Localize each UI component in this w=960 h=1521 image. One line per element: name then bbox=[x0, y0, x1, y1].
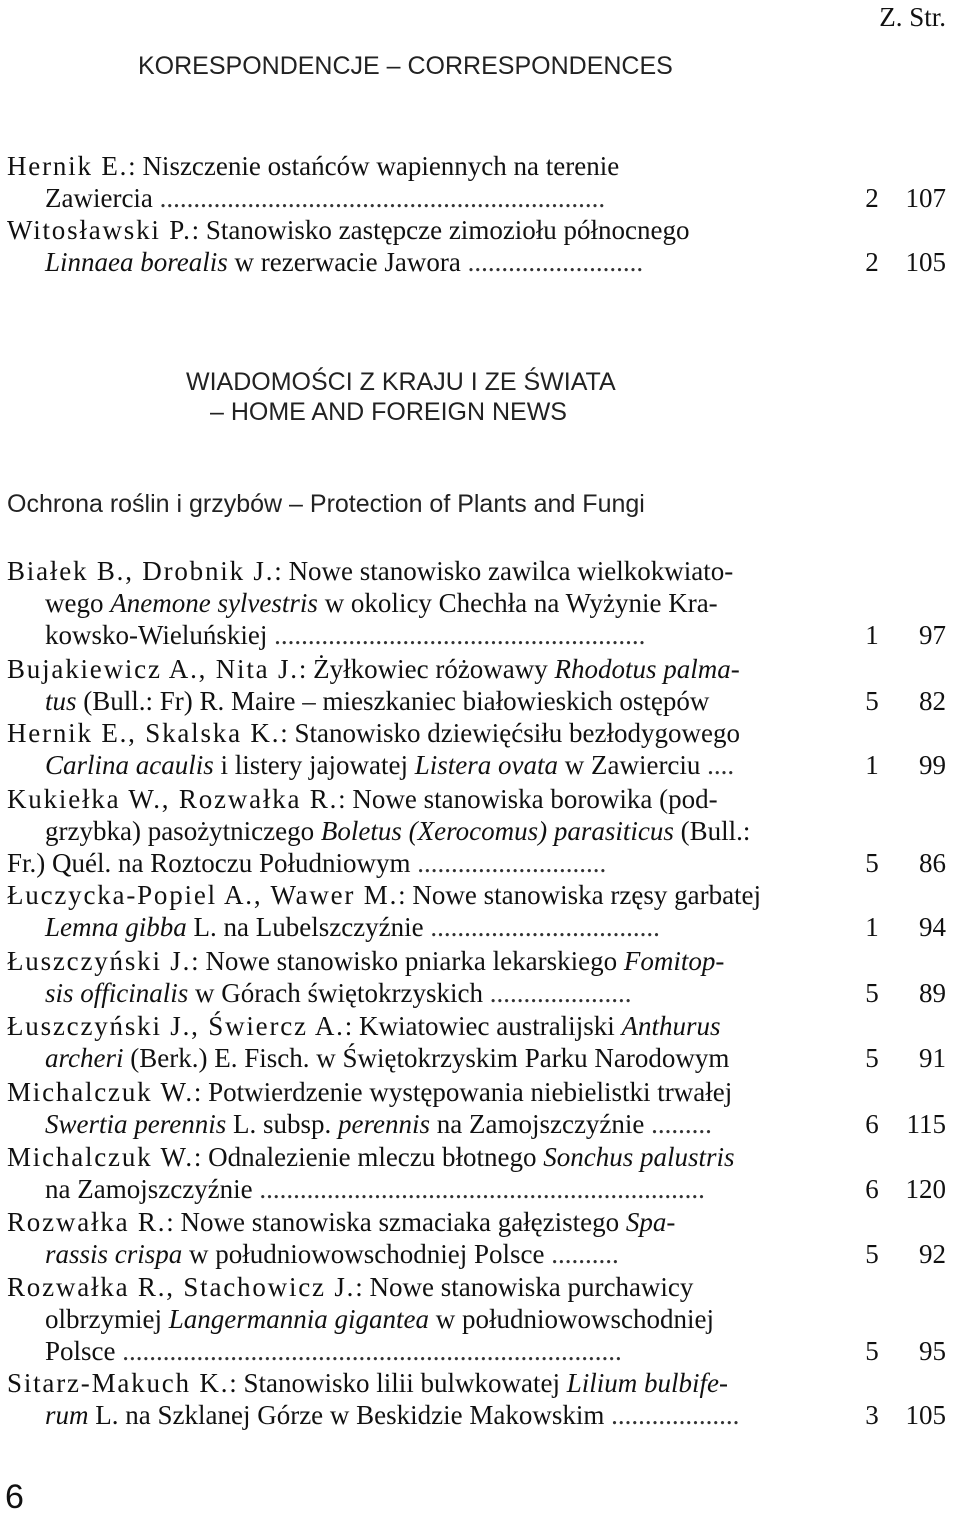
entry-title-cont: na Zamojszczyźnie bbox=[45, 1174, 253, 1204]
entry-species: Anthurus bbox=[621, 1011, 721, 1041]
entry-species: Rhodotus palma- bbox=[554, 654, 740, 684]
entry-title-cont: L. na Szklanej Górze w Beskidzie Makowskim bbox=[95, 1400, 605, 1430]
entry-title-cont: w Zawierciu bbox=[564, 750, 701, 780]
entry-issue: 2 bbox=[865, 183, 879, 213]
entry-species: archeri bbox=[45, 1043, 124, 1073]
entry-title-cont: w Górach świętokrzyskich bbox=[195, 978, 483, 1008]
entry-page: 82 bbox=[919, 686, 946, 716]
entry-page: 92 bbox=[919, 1239, 946, 1269]
entry-issue: 5 bbox=[865, 686, 879, 716]
entry-title: Stanowisko lilii bulwkowatej bbox=[243, 1368, 561, 1398]
entry-page: 99 bbox=[919, 750, 946, 780]
entry-author: Michalczuk W. bbox=[7, 1077, 194, 1107]
entry-species: Fomitop- bbox=[623, 946, 725, 976]
entry-title: Nowe stanowiska purchawicy bbox=[369, 1272, 694, 1302]
entry-page: 107 bbox=[905, 183, 946, 213]
entry-title: Niszczenie ostańców wapiennych na terenie bbox=[142, 151, 620, 181]
entry-title: Żyłkowiec różowawy bbox=[313, 654, 548, 684]
entry-author: Sitarz-Makuch K. bbox=[7, 1368, 230, 1398]
section-title-news-1: WIADOMOŚCI Z KRAJU I ZE ŚWIATA bbox=[186, 368, 616, 396]
entry-species: Lilium bulbife- bbox=[566, 1368, 729, 1398]
entry-issue: 1 bbox=[865, 750, 879, 780]
entry-author: Bujakiewicz A., Nita J. bbox=[7, 654, 299, 684]
entry-author: Łuszczyński J., Świercz A. bbox=[7, 1011, 345, 1041]
entry-species: tus bbox=[45, 686, 77, 716]
entry-species: rassis crispa bbox=[45, 1239, 183, 1269]
entry-title: Nowe stanowisko zawilca wielkokwiato- bbox=[288, 556, 734, 586]
entry-title: Nowe stanowiska borowika (pod- bbox=[352, 784, 718, 814]
entry-page: 115 bbox=[906, 1109, 946, 1139]
entry-issue: 5 bbox=[865, 978, 879, 1008]
entry-page: 91 bbox=[919, 1043, 946, 1073]
entry-species: Swertia perennis bbox=[45, 1109, 227, 1139]
entry-species: perennis bbox=[338, 1109, 430, 1139]
entry-title-cont: w okolicy Chechła na Wyżynie Kra- bbox=[324, 588, 718, 618]
column-header-issue-page: Z. Str. bbox=[879, 2, 946, 32]
entry-title-cont: w południowowschodniej Polsce bbox=[189, 1239, 545, 1269]
entry-species: Listera ovata bbox=[414, 750, 558, 780]
entry-issue: 5 bbox=[865, 1239, 879, 1269]
entry-species: Lemna gibba bbox=[45, 912, 187, 942]
entry-title: Nowe stanowiska rzęsy garbatej bbox=[412, 880, 762, 910]
entry-author: Łuszczyński J. bbox=[7, 946, 192, 976]
entry-issue: 2 bbox=[865, 247, 879, 277]
entry-issue: 1 bbox=[865, 620, 879, 650]
entry-species: rum bbox=[45, 1400, 89, 1430]
entry-author: Hernik E. bbox=[7, 151, 129, 181]
entry-species: Sonchus palustris bbox=[543, 1142, 735, 1172]
entry-issue: 5 bbox=[865, 1043, 879, 1073]
entry-author: Łuczycka-Popiel A., Wawer M. bbox=[7, 880, 399, 910]
entry-species: Langermannia gigantea bbox=[168, 1304, 429, 1334]
entry-title-cont: kowsko-Wieluńskiej bbox=[45, 620, 268, 650]
entry-author: Michalczuk W. bbox=[7, 1142, 194, 1172]
entry-issue: 5 bbox=[865, 848, 879, 878]
entry-page: 94 bbox=[919, 912, 946, 942]
entry-issue: 1 bbox=[865, 912, 879, 942]
entry-title: Stanowisko dziewięćsiłu bezłodygowego bbox=[294, 718, 740, 748]
entry-species: Anemone sylvestris bbox=[110, 588, 318, 618]
entry-author: Rozwałka R., Stachowicz J. bbox=[7, 1272, 356, 1302]
entry-title: Potwierdzenie występowania niebielistki trwałej bbox=[208, 1077, 733, 1107]
entry-page: 95 bbox=[919, 1336, 946, 1366]
entry-page: 97 bbox=[919, 620, 946, 650]
entry-title: Nowe stanowisko pniarka lekarskiego bbox=[205, 946, 618, 976]
entry-title-cont: Fr.) Quél. na Roztoczu Południowym bbox=[7, 848, 411, 878]
entry-author: Kukiełka W., Rozwałka R. bbox=[7, 784, 339, 814]
entry-species: sis officinalis bbox=[45, 978, 189, 1008]
entry-title-cont: olbrzymiej bbox=[45, 1304, 162, 1334]
entry-page: 86 bbox=[919, 848, 946, 878]
entry-title-cont: i listery jajowatej bbox=[220, 750, 408, 780]
entry-issue: 5 bbox=[865, 1336, 879, 1366]
page-number: 6 bbox=[5, 1478, 24, 1516]
entry-author: Hernik E., Skalska K. bbox=[7, 718, 281, 748]
entry-page: 105 bbox=[905, 1400, 946, 1430]
entry-title-cont: (Bull.: bbox=[680, 816, 751, 846]
entry-species: Carlina acaulis bbox=[45, 750, 214, 780]
entry-author: Rozwałka R. bbox=[7, 1207, 167, 1237]
entry-author: Witosławski P. bbox=[7, 215, 192, 245]
entry-species: Boletus (Xerocomus) parasiticus bbox=[320, 816, 674, 846]
entry-title-cont: grzybka) pasożytniczego bbox=[45, 816, 315, 846]
entry-issue: 6 bbox=[865, 1109, 879, 1139]
entry-title: Nowe stanowiska szmaciaka gałęzistego bbox=[180, 1207, 620, 1237]
entry-title-cont: L. na Lubelszczyźnie bbox=[193, 912, 424, 942]
entry-title: Kwiatowiec australijski bbox=[359, 1011, 615, 1041]
entry-title-cont: w południowowschodniej bbox=[435, 1304, 714, 1334]
entry-title-cont: na Zamojszczyźnie bbox=[436, 1109, 645, 1139]
section-title-news-2: – HOME AND FOREIGN NEWS bbox=[210, 398, 567, 426]
entry-title-cont: Zawiercia bbox=[45, 183, 153, 213]
subsection-title-protection: Ochrona roślin i grzybów – Protection of Plants and Fungi bbox=[7, 490, 645, 518]
entry-title-cont: wego bbox=[45, 588, 104, 618]
entry-title: Stanowisko zastępcze zimoziołu północnego bbox=[205, 215, 690, 245]
entry-species: Linnaea borealis bbox=[45, 247, 228, 277]
section-title-correspondences: KORESPONDENCJE – CORRESPONDENCES bbox=[138, 52, 673, 80]
entry-title-cont: (Berk.) E. Fisch. w Świętokrzyskim Parku Narodowym bbox=[130, 1043, 730, 1073]
entry-species: Spa- bbox=[625, 1207, 676, 1237]
entry-title-cont: w rezerwacie Jawora bbox=[234, 247, 461, 277]
entry-issue: 6 bbox=[865, 1174, 879, 1204]
entry-page: 120 bbox=[905, 1174, 946, 1204]
entry-page: 89 bbox=[919, 978, 946, 1008]
entry-author: Białek B., Drobnik J. bbox=[7, 556, 275, 586]
entry-title-cont: Polsce bbox=[45, 1336, 116, 1366]
entry-page: 105 bbox=[905, 247, 946, 277]
entry-title-cont: L. subsp. bbox=[233, 1109, 332, 1139]
entry-issue: 3 bbox=[865, 1400, 879, 1430]
entry-title-cont: (Bull.: Fr) R. Maire – mieszkaniec białowieskich ostępów bbox=[83, 686, 710, 716]
entry-title: Odnalezienie mleczu błotnego bbox=[208, 1142, 537, 1172]
